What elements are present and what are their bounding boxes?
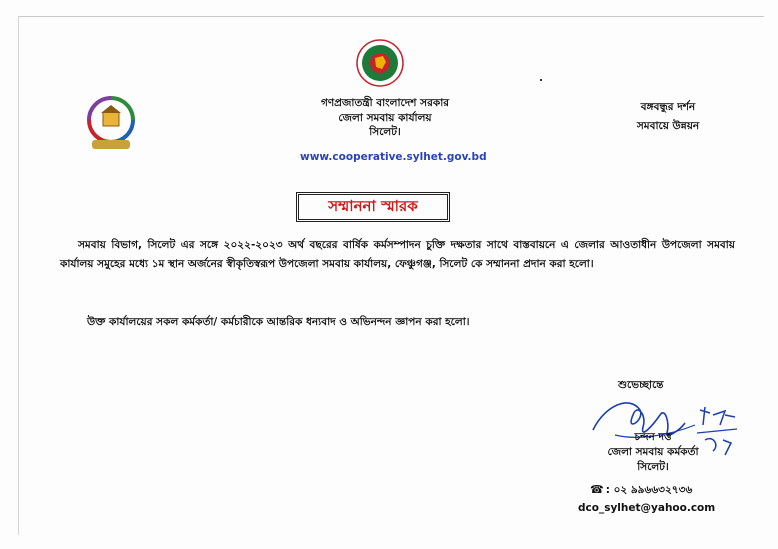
- contact-phone: [590, 483, 692, 500]
- government-header: [290, 96, 480, 140]
- signatory-designation: জেলা সমবায় কর্মকর্তা: [607, 446, 699, 458]
- website-link[interactable]: www.cooperative.sylhet.gov.bd: [300, 151, 487, 163]
- body-paragraph-1: সমবায় বিভাগ, সিলেট এর সঙ্গে ২০২২-২০২৩ অর্থ বছরের বার্ষিক কর্মসম্পাদন চুক্তি দক্ষতার সাথে বাস্তবায়নে এ জেলার আওতাধীন উপজেলা সমবায় কার্যালয় সমুহের মধ্যে ১ম স্থান অর্জনের স্বীকৃতিস্বরূপ উপজেলা সমবায় কার্যালয়, ফেঞ্চুগঞ্জ, সিলেট কে সম্মাননা প্রদান করা হলো।: [60, 239, 735, 270]
- speck: [540, 79, 542, 81]
- phone-icon: ☎: [590, 483, 604, 496]
- bangladesh-government-emblem-icon: [355, 38, 405, 88]
- contact-email[interactable]: dco_sylhet@yahoo.com: [578, 502, 716, 514]
- certificate-title-box: [296, 192, 450, 222]
- slogan-line-2: সমবায়ে উন্নয়ন: [636, 120, 700, 132]
- slogan: [618, 98, 718, 136]
- phone-colon: :: [605, 484, 614, 496]
- cooperative-department-logo-icon: [80, 92, 142, 154]
- signatory-city: সিলেট।: [637, 461, 669, 473]
- closing-greeting: শুভেচ্ছান্তে: [618, 379, 664, 391]
- slogan-line-1: বঙ্গবন্ধুর দর্শন: [640, 101, 696, 113]
- phone-number: ০২ ৯৯৬৬৩২৭৩৬: [613, 484, 693, 496]
- body-paragraph-2: উক্ত কার্যালয়ের সকল কর্মকর্তা/ কর্মচারীকে আন্তরিক ধন্যবাদ ও অভিনন্দন জ্ঞাপন করা হলো।: [87, 316, 470, 328]
- certificate-title: সম্মাননা স্মারক: [328, 196, 418, 215]
- government-name: গণপ্রজাতন্ত্রী বাংলাদেশ সরকার: [320, 97, 450, 109]
- office-city: সিলেট।: [369, 126, 401, 138]
- signatory-block: [583, 430, 723, 475]
- signatory-name: চন্দন দত্ত: [634, 431, 672, 443]
- office-name: জেলা সমবায় কার্যালয়: [338, 111, 432, 124]
